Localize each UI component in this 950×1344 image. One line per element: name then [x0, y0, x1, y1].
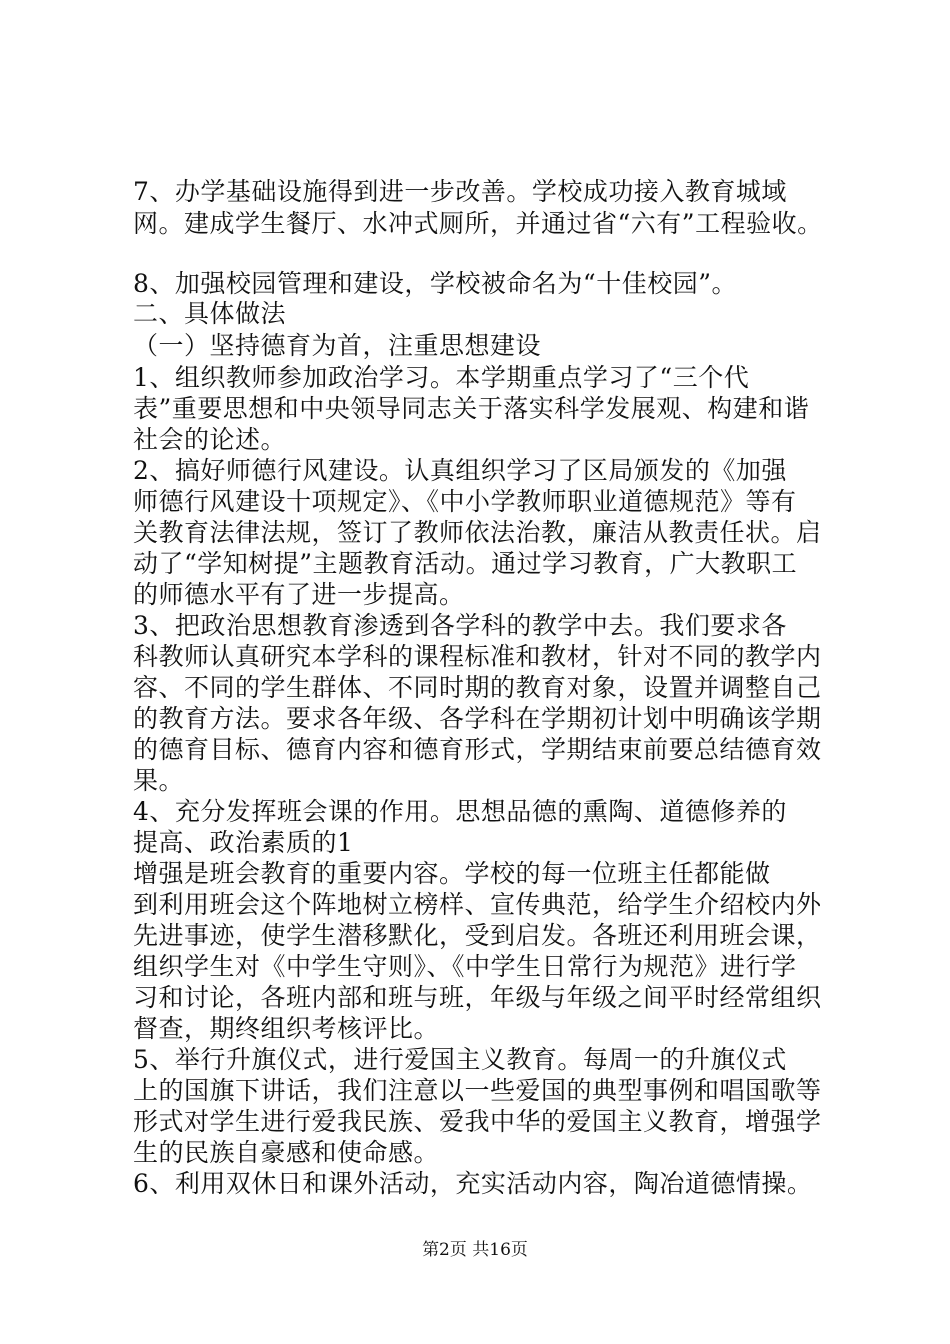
text-line: 增强是班会教育的重要内容。学校的每一位班主任都能做: [133, 859, 771, 888]
text-line: 果。: [133, 766, 185, 795]
text-line: 2、搞好师德行风建设。认真组织学习了区局颁发的《加强: [133, 456, 787, 485]
text-line: 到利用班会这个阵地树立榜样、宣传典范，给学生介绍校内外: [133, 890, 822, 919]
text-line: 关教育法律法规，签订了教师依法治教，廉洁从教责任状。启: [133, 518, 822, 547]
text-line: 先进事迹，使学生潜移默化，受到启发。各班还利用班会课，: [133, 921, 822, 950]
text-line: 1、组织教师参加政治学习。本学期重点学习了“三个代: [133, 363, 750, 392]
text-line: 形式对学生进行爱我民族、爱我中华的爱国主义教育，增强学: [133, 1107, 822, 1136]
text-line: 社会的论述。: [133, 425, 287, 454]
text-line: 科教师认真研究本学科的课程标准和教材，针对不同的教学内: [133, 642, 822, 671]
text-line: 的德育目标、德育内容和德育形式，学期结束前要总结德育效: [133, 735, 822, 764]
text-line: 的师德水平有了进一步提高。: [133, 580, 465, 609]
text-line: 组织学生对《中学生守则》、《中学生日常行为规范》进行学: [133, 952, 797, 981]
text-line: 网。建成学生餐厅、水冲式厕所，并通过省“六有”工程验收。: [133, 209, 823, 238]
text-line: 3、把政治思想教育渗透到各学科的教学中去。我们要求各: [133, 611, 787, 640]
text-line: 动了“学知树提”主题教育活动。通过学习教育，广大教职工: [133, 549, 798, 578]
text-line: 7、办学基础设施得到进一步改善。学校成功接入教育城域: [133, 177, 787, 206]
text-line: 二、具体做法: [133, 299, 287, 328]
text-line: 师德行风建设十项规定》、《中小学教师职业道德规范》等有: [133, 487, 797, 516]
text-line: （一）坚持德育为首，注重思想建设: [133, 331, 542, 360]
text-line: 表”重要思想和中央领导同志关于落实科学发展观、构建和谐: [133, 394, 810, 423]
text-line: 6、利用双休日和课外活动，充实活动内容，陶冶道德情操。: [133, 1169, 813, 1198]
text-line: 督查，期终组织考核评比。: [133, 1014, 440, 1043]
text-line: 提高、政治素质的1: [133, 828, 354, 857]
text-line: 5、举行升旗仪式，进行爱国主义教育。每周一的升旗仪式: [133, 1045, 787, 1074]
text-line: 4、充分发挥班会课的作用。思想品德的熏陶、道德修养的: [133, 797, 787, 826]
text-line: 生的民族自豪感和使命感。: [133, 1138, 440, 1167]
text-line: 8、加强校园管理和建设，学校被命名为“十佳校园”。: [133, 269, 737, 298]
page-number: 第2页 共16页: [422, 1240, 528, 1260]
text-line: 容、不同的学生群体、不同时期的教育对象，设置并调整自己: [133, 673, 822, 702]
text-line: 的教育方法。要求各年级、各学科在学期初计划中明确该学期: [133, 704, 822, 733]
text-line: 上的国旗下讲话，我们注意以一些爱国的典型事例和唱国歌等: [133, 1076, 822, 1105]
text-line: 习和讨论，各班内部和班与班，年级与年级之间平时经常组织: [133, 983, 822, 1012]
